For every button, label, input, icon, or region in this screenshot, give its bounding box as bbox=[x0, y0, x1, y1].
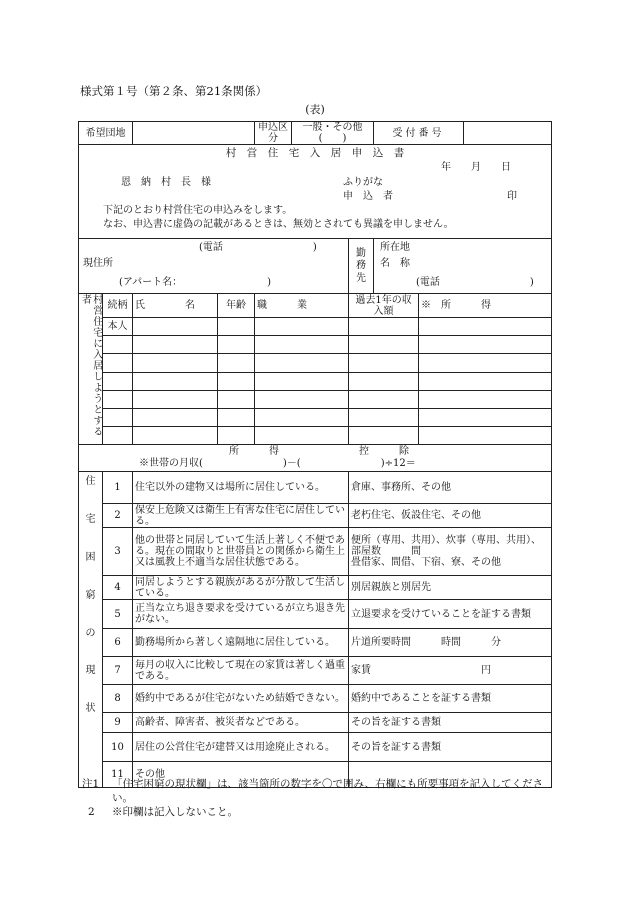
hardship-num[interactable]: 1 bbox=[103, 472, 133, 504]
shotoku-cell[interactable] bbox=[419, 318, 552, 336]
apartment-field[interactable]: (アパート名： ) bbox=[119, 277, 272, 289]
shotoku-cell[interactable] bbox=[419, 372, 552, 390]
hardship-desc: 住宅以外の建物又は場所に居住している。 bbox=[133, 472, 349, 504]
relation-cell[interactable] bbox=[103, 427, 133, 445]
uketsuke-label: 受付番号 bbox=[374, 122, 464, 145]
income-cell[interactable] bbox=[349, 336, 419, 354]
shotoku-cell[interactable] bbox=[419, 354, 552, 372]
age-cell[interactable] bbox=[218, 390, 255, 408]
hardship-side-label: 住 宅 困 窮 の 現 状 bbox=[79, 472, 103, 788]
name-cell[interactable] bbox=[133, 408, 218, 426]
workplace-address-label: 所在地 bbox=[380, 242, 411, 254]
seal-mark: 印 bbox=[507, 191, 518, 203]
hardship-doc[interactable]: 別居親族と別居先 bbox=[349, 576, 552, 600]
addressee: 恩 納 村 長 様 bbox=[121, 177, 211, 189]
face-label: (表) bbox=[305, 103, 325, 116]
income-cell[interactable] bbox=[349, 318, 419, 336]
notes bbox=[82, 777, 558, 820]
home-phone-field[interactable]: (電話 ) bbox=[199, 242, 317, 254]
top-row bbox=[79, 122, 552, 145]
monthly-income-row bbox=[79, 445, 552, 472]
hardship-doc[interactable]: 老朽住宅、仮設住宅、その他 bbox=[349, 504, 552, 528]
resident-row bbox=[79, 318, 552, 336]
address-row bbox=[79, 239, 552, 294]
occupation-cell[interactable] bbox=[255, 372, 349, 390]
hardship-num[interactable]: 10 bbox=[103, 733, 133, 762]
col-age: 年齢 bbox=[218, 294, 255, 318]
col-shotoku: ※ 所 得 bbox=[419, 294, 552, 318]
shotoku-cell[interactable] bbox=[419, 336, 552, 354]
occupation-cell[interactable] bbox=[255, 408, 349, 426]
hardship-desc: 保安上危険又は衛生上有害な住宅に居住している。 bbox=[133, 504, 349, 528]
resident-row bbox=[79, 390, 552, 408]
hardship-row bbox=[79, 685, 552, 713]
col-income: 過去1年の収入額 bbox=[349, 294, 419, 318]
resident-row bbox=[79, 336, 552, 354]
income-cell[interactable] bbox=[349, 354, 419, 372]
declaration-line1: 下記のとおり村営住宅の申込みをします。 bbox=[103, 205, 293, 217]
resident-header-row bbox=[79, 294, 552, 318]
workplace-phone-field[interactable]: (電話 ) bbox=[416, 277, 534, 289]
hardship-row bbox=[79, 629, 552, 657]
hardship-doc[interactable]: 片道所要時間 時間 分 bbox=[349, 629, 552, 657]
name-cell[interactable] bbox=[133, 336, 218, 354]
current-address-label: 現住所 bbox=[83, 258, 113, 270]
age-cell[interactable] bbox=[218, 318, 255, 336]
hardship-desc: 勤務場所から著しく遠隔地に居住している。 bbox=[133, 629, 349, 657]
col-name: 氏 名 bbox=[133, 294, 218, 318]
resident-row bbox=[79, 408, 552, 426]
col-relation: 続柄 bbox=[103, 294, 133, 318]
relation-cell[interactable] bbox=[103, 372, 133, 390]
hardship-num[interactable]: 4 bbox=[103, 576, 133, 600]
relation-cell[interactable] bbox=[103, 390, 133, 408]
hardship-num[interactable]: 11 bbox=[103, 762, 133, 788]
workplace-name-label: 名 称 bbox=[380, 258, 411, 270]
note-1: 注1 「住宅困窮の現状欄」は、該当箇所の数字を〇で囲み、右欄にも所要事項を記入してください。 bbox=[82, 778, 544, 805]
income-cell[interactable] bbox=[349, 427, 419, 445]
kubun-label: 申込区分 bbox=[255, 122, 292, 145]
hardship-doc[interactable]: 家賃 円 bbox=[349, 657, 552, 685]
age-cell[interactable] bbox=[218, 408, 255, 426]
hardship-desc: 他の世帯と同居していて生活上著しく不便である。現在の間取りと世帯員との関係から衛生上又は風教上不適当な居住状態である。 bbox=[133, 528, 349, 576]
form-title: 村 営 住 宅 入 居 申 込 書 bbox=[225, 147, 405, 160]
note-2: 2 ※印欄は記入しないこと。 bbox=[88, 806, 238, 819]
declaration-line2: なお、申込書に虚偽の記載があるときは、無効とされても異議を申しません。 bbox=[103, 219, 454, 231]
shotoku-cell[interactable] bbox=[419, 390, 552, 408]
hardship-row bbox=[79, 576, 552, 600]
hardship-num[interactable]: 9 bbox=[103, 713, 133, 733]
monthly-income-formula[interactable]: ※世帯の月収( )－( )÷12＝ bbox=[139, 458, 416, 470]
hardship-desc: 居住の公営住宅が建替又は用途廃止される。 bbox=[133, 733, 349, 762]
shotoku-cell[interactable] bbox=[419, 408, 552, 426]
age-cell[interactable] bbox=[218, 427, 255, 445]
hardship-num[interactable]: 2 bbox=[103, 504, 133, 528]
application-block bbox=[79, 145, 552, 239]
occupation-cell[interactable] bbox=[255, 336, 349, 354]
name-cell[interactable] bbox=[133, 372, 218, 390]
name-cell[interactable] bbox=[133, 427, 218, 445]
hardship-desc: 婚約中であるが住宅がないため結婚できない。 bbox=[133, 685, 349, 713]
occupation-cell[interactable] bbox=[255, 318, 349, 336]
hardship-doc[interactable]: その旨を証する書類 bbox=[349, 713, 552, 733]
age-cell[interactable] bbox=[218, 372, 255, 390]
hardship-num[interactable]: 5 bbox=[103, 600, 133, 629]
hardship-num[interactable]: 8 bbox=[103, 685, 133, 713]
hardship-doc[interactable]: 倉庫、事務所、その他 bbox=[349, 472, 552, 504]
age-cell[interactable] bbox=[218, 336, 255, 354]
name-cell[interactable] bbox=[133, 318, 218, 336]
occupation-cell[interactable] bbox=[255, 354, 349, 372]
relation-cell[interactable]: 本人 bbox=[103, 318, 133, 336]
hardship-row bbox=[79, 504, 552, 528]
resident-row bbox=[79, 372, 552, 390]
hardship-doc[interactable]: 婚約中であることを証する書類 bbox=[349, 685, 552, 713]
hardship-row bbox=[79, 528, 552, 576]
shotoku-cell[interactable] bbox=[419, 427, 552, 445]
income-cell[interactable] bbox=[349, 408, 419, 426]
hardship-desc: その他 bbox=[133, 762, 349, 788]
hardship-desc: 毎月の収入に比較して現在の家賃は著しく過重である。 bbox=[133, 657, 349, 685]
uketsuke-field[interactable] bbox=[464, 122, 552, 145]
occupation-cell[interactable] bbox=[255, 390, 349, 408]
form-number: 様式第１号（第２条、第21条関係） bbox=[80, 84, 268, 98]
applicant-label: 申 込 者 bbox=[343, 191, 393, 203]
hardship-num[interactable]: 7 bbox=[103, 657, 133, 685]
name-cell[interactable] bbox=[133, 390, 218, 408]
occupation-cell[interactable] bbox=[255, 427, 349, 445]
hardship-desc: 高齢者、障害者、被災者などである。 bbox=[133, 713, 349, 733]
hardship-desc: 正当な立ち退き要求を受けているが立ち退き先がない。 bbox=[133, 600, 349, 629]
age-cell[interactable] bbox=[218, 354, 255, 372]
hardship-row bbox=[79, 472, 552, 504]
hardship-row bbox=[79, 600, 552, 629]
col-occupation: 職 業 bbox=[255, 294, 349, 318]
hardship-row bbox=[79, 733, 552, 762]
kubun-field[interactable]: 一般・その他( ) bbox=[292, 122, 374, 145]
relation-cell[interactable] bbox=[103, 408, 133, 426]
relation-cell[interactable] bbox=[103, 336, 133, 354]
hardship-desc: 同居しようとする親族があるが分散して生活している。 bbox=[133, 576, 349, 600]
hardship-row bbox=[79, 713, 552, 733]
name-cell[interactable] bbox=[133, 354, 218, 372]
income-cell[interactable] bbox=[349, 372, 419, 390]
resident-row bbox=[79, 354, 552, 372]
hardship-doc[interactable]: 便所（専用、共用）、炊事（専用、共用）、部屋数 間 畳借家、間借、下宿、寮、その他 bbox=[349, 528, 552, 576]
relation-cell[interactable] bbox=[103, 354, 133, 372]
hardship-doc[interactable]: その旨を証する書類 bbox=[349, 733, 552, 762]
date-line[interactable]: 年 月 日 bbox=[441, 162, 512, 174]
resident-side-label: 村営住宅に入居しようとする者 bbox=[79, 294, 103, 445]
hardship-row bbox=[79, 657, 552, 685]
kibou-danchi-label: 希望団地 bbox=[79, 122, 133, 145]
application-form bbox=[78, 121, 552, 788]
income-deduction-labels: 所 得 控 除 bbox=[229, 446, 409, 458]
hardship-num[interactable]: 3 bbox=[103, 528, 133, 576]
hardship-num[interactable]: 6 bbox=[103, 629, 133, 657]
hardship-doc[interactable]: 立退要求を受けていることを証する書類 bbox=[349, 600, 552, 629]
workplace-label: 勤 務 先 bbox=[356, 247, 367, 284]
income-cell[interactable] bbox=[349, 390, 419, 408]
kibou-danchi-field[interactable] bbox=[133, 122, 255, 145]
resident-row bbox=[79, 427, 552, 445]
furigana-label: ふりがな bbox=[343, 177, 383, 189]
